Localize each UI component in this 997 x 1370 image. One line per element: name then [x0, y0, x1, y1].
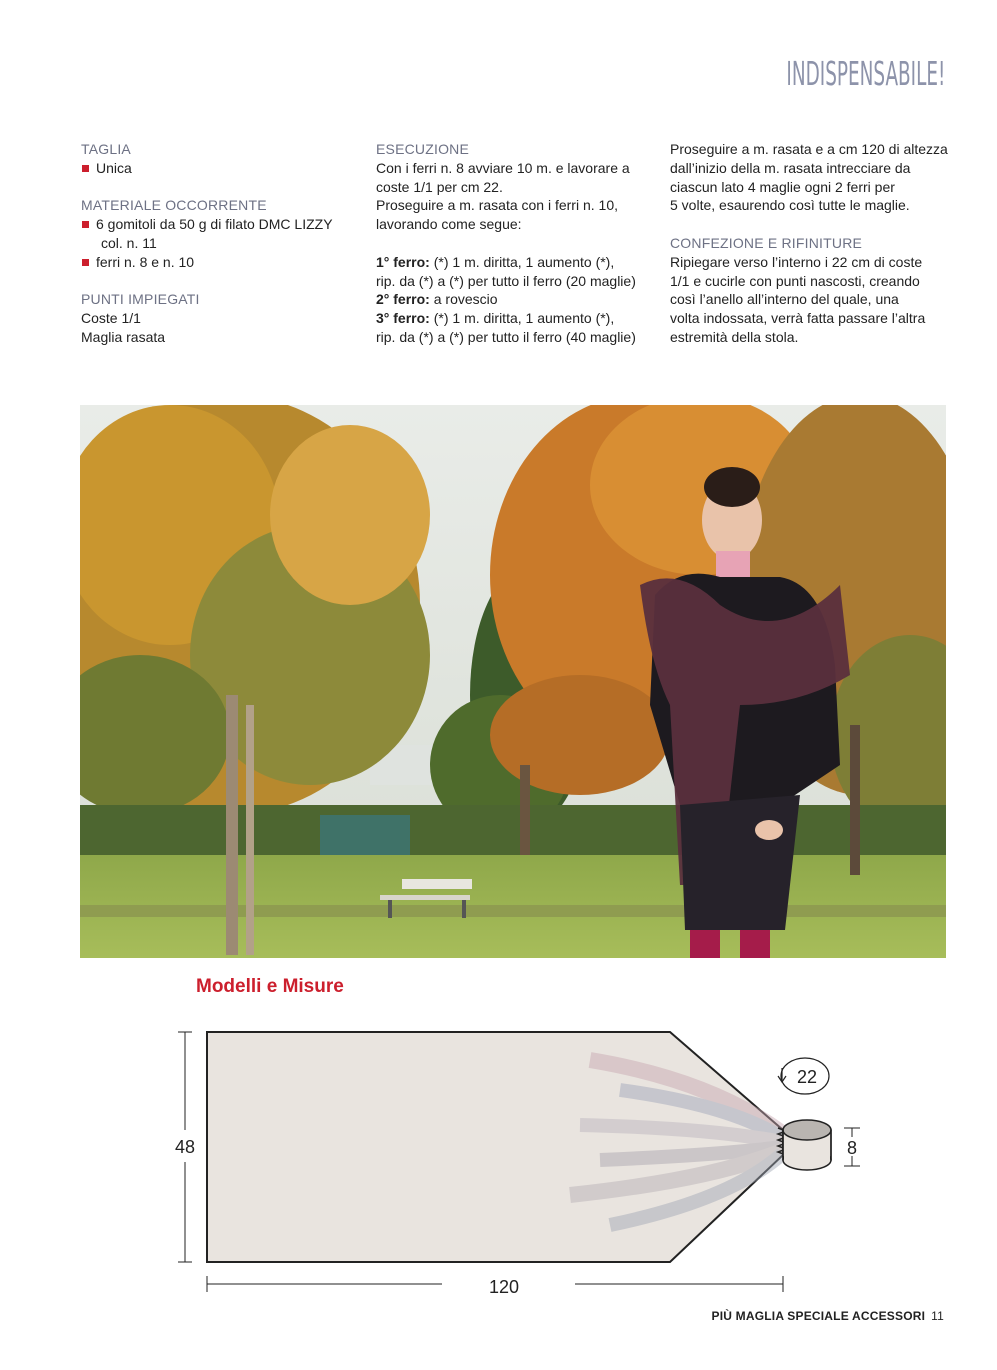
execution-continued-line: dall’inizio della m. rasata intrecciare da [670, 159, 911, 176]
height-dimension [175, 1032, 195, 1262]
finishing-column [670, 140, 955, 347]
length-dimension [207, 1276, 783, 1297]
row-2-label: 2° ferro: [376, 291, 430, 308]
ring-height-label: 8 [846, 1138, 858, 1158]
section-title: Modelli e Misure [196, 976, 344, 997]
execution-column [376, 140, 661, 347]
page-footer [712, 1309, 944, 1323]
row-3-continuation: rip. da (*) a (*) per tutto il ferro (40 maglie) [376, 328, 636, 345]
materials-item-yarn: 6 gomitoli da 50 g di filato DMC LIZZY [81, 215, 361, 234]
model-photo [80, 405, 946, 958]
stitches-heading: PUNTI IMPIEGATI [81, 291, 200, 308]
stole-shape [207, 1032, 786, 1262]
stole-diagram [170, 1020, 870, 1305]
row-1-label: 1° ferro: [376, 253, 430, 270]
row-3-text: (*) 1 m. diritta, 1 aumento (*), [429, 310, 615, 327]
execution-continued-line: 5 volte, esaurendo così tutte le maglie. [670, 197, 910, 214]
size-value: Unica [81, 159, 361, 178]
publication-name: PIÙ MAGLIA SPECIALE ACCESSORI [711, 1309, 926, 1323]
finishing-line: volta indossata, verrà fatta passare l’altra [670, 310, 926, 327]
length-label: 120 [488, 1277, 520, 1297]
materials-item-needles: ferri n. 8 e n. 10 [81, 253, 361, 272]
execution-line: Proseguire a m. rasata con i ferri n. 10, [376, 197, 618, 214]
row-1-text: (*) 1 m. diritta, 1 aumento (*), [429, 253, 615, 270]
stitch-stockinette: Maglia rasata [81, 328, 166, 345]
finishing-line: così l’anello all’interno del quale, una [670, 291, 899, 308]
execution-continued-line: ciascun lato 4 maglie ogni 2 ferri per [670, 178, 895, 195]
finishing-line: Ripiegare verso l’interno i 22 cm di coste [670, 253, 923, 270]
page-number: 11 [931, 1309, 944, 1323]
brand-title: INDISPENSABILE! [786, 54, 945, 93]
ring-length-callout [778, 1058, 829, 1094]
finishing-heading: CONFEZIONE E RIFINITURE [670, 234, 863, 251]
execution-line: coste 1/1 per cm 22. [376, 178, 503, 195]
row-1-continuation: rip. da (*) a (*) per tutto il ferro (20 maglie) [376, 272, 636, 289]
stitch-ribbing: Coste 1/1 [81, 310, 141, 327]
row-2-text: a rovescio [429, 291, 498, 308]
finishing-line: 1/1 e cucirle con punti nascosti, creando [670, 272, 920, 289]
height-label: 48 [174, 1137, 196, 1157]
ring-height-dimension [844, 1128, 860, 1166]
materials-column [81, 140, 361, 347]
row-1-instruction [376, 253, 661, 272]
row-3-instruction [376, 309, 661, 328]
size-heading: TAGLIA [81, 141, 131, 157]
materials-heading: MATERIALE OCCORRENTE [81, 197, 267, 214]
autumn-park-photo [80, 405, 946, 958]
execution-heading: ESECUZIONE [376, 141, 470, 157]
execution-line: lavorando come segue: [376, 216, 522, 233]
row-2-instruction [376, 290, 661, 309]
execution-continued-line: Proseguire a m. rasata e a cm 120 di altezza [670, 141, 948, 157]
ring-cylinder [783, 1120, 831, 1170]
ring-length-label: 22 [796, 1067, 818, 1087]
execution-line: Con i ferri n. 8 avviare 10 m. e lavorare a [376, 159, 630, 176]
row-3-label: 3° ferro: [376, 310, 430, 327]
finishing-line: estremità della stola. [670, 328, 799, 345]
materials-item-yarn-color: col. n. 11 [101, 234, 157, 251]
